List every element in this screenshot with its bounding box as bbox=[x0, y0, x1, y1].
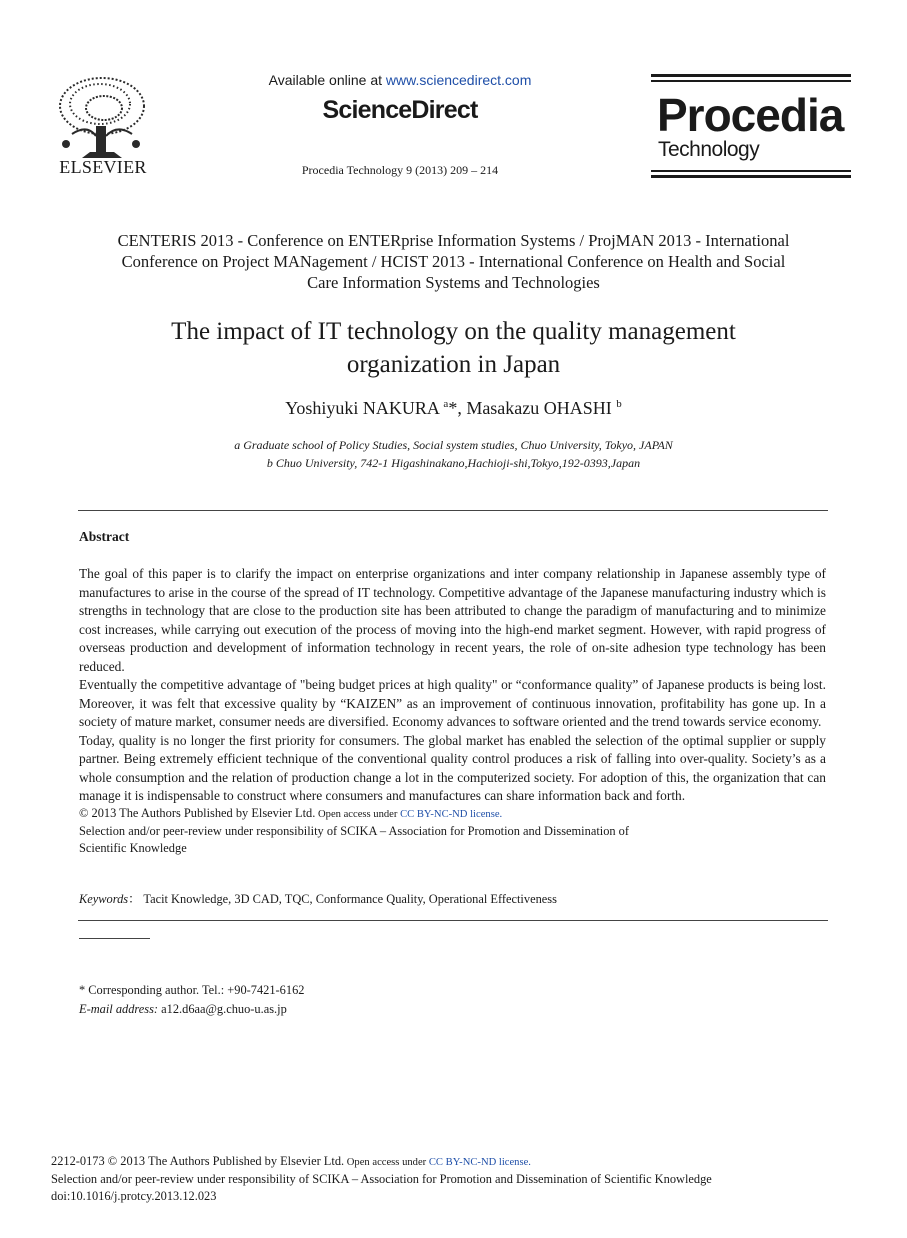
author-affiliation-mark: b bbox=[616, 398, 622, 410]
abstract-paragraph: The goal of this paper is to clarify the impact on enterprise organizations and inter company relationship in Japanese assembly type of manufactures to arise in the course of the spread of IT technology. Competitive advantage of the Japanese manufacturing industry which is strengths in technology that are close to the production site has been attributed to change the paradigm of manufacturing and to minimize cost increases, while carrying out execution of the process of moving into the high-end market segment. However, with rapid progress of overseas production and development of information technology in recent years, the role of on-site adhesion type technology has been reduced. bbox=[79, 566, 826, 674]
keywords-line bbox=[79, 889, 826, 907]
copyright-text: © 2013 The Authors Published by Elsevier Ltd. bbox=[79, 805, 316, 820]
author-affiliation-mark: a bbox=[443, 398, 449, 410]
email-address[interactable]: a12.d6aa@g.chuo-u.as.jp bbox=[158, 1001, 287, 1016]
conference-line: CENTERIS 2013 - Conference on ENTERprise Information Systems / ProjMAN 2013 - International bbox=[117, 231, 790, 250]
availability-prefix: Available online at bbox=[268, 72, 386, 88]
issn-line bbox=[51, 1153, 851, 1171]
open-access-text: Open access under bbox=[344, 1157, 429, 1168]
abstract-heading: Abstract bbox=[79, 529, 130, 544]
license-link[interactable]: CC BY-NC-ND license. bbox=[428, 1157, 531, 1168]
keywords-colon: ： bbox=[128, 892, 141, 906]
author-name: Yoshiyuki NAKURA bbox=[285, 398, 439, 418]
abstract-paragraph: Today, quality is no longer the first priority for consumers. The global market has enabled the selection of the optimal supplier or supply partner. Being extremely efficient technique of the conventional quality control produces a risk of falling into over-quality. Society’s as a whole consumption and the relation of production change a lot in the computerized society. For adoption of this, the organization that can manage it is indispensable to construct where consumers and manufactures can share information back and forth. bbox=[79, 732, 826, 803]
sciencedirect-link[interactable]: www.sciencedirect.com bbox=[385, 72, 532, 88]
doi[interactable]: doi:10.1016/j.protcy.2013.12.023 bbox=[51, 1189, 217, 1203]
platform-logo: ScienceDirect bbox=[322, 96, 478, 124]
peer-review-line: Scientific Knowledge bbox=[79, 840, 187, 855]
journal-citation: Procedia Technology 9 (2013) 209 – 214 bbox=[301, 163, 499, 177]
conference-line: Care Information Systems and Technologies bbox=[307, 273, 600, 292]
title-line: organization in Japan bbox=[346, 351, 561, 378]
peer-review-line: Selection and/or peer-review under responsibility of SCIKA – Association for Promotion and Dissemination of bbox=[79, 823, 630, 838]
email-line bbox=[79, 1000, 826, 1019]
journal-logo bbox=[651, 74, 851, 178]
section-divider bbox=[78, 920, 828, 921]
journal-sub: Technology bbox=[658, 138, 760, 161]
conference-name bbox=[70, 230, 837, 293]
corresponding-mark: * bbox=[448, 398, 458, 418]
email-label: E-mail address: bbox=[79, 1001, 159, 1016]
title-line: The impact of IT technology on the quality management bbox=[171, 318, 736, 345]
corresponding-author: * Corresponding author. Tel.: +90-7421-6162 bbox=[79, 983, 305, 997]
conference-line: Conference on Project MANagement / HCIST 2013 - International Conference on Health and Social bbox=[121, 252, 786, 271]
author-list bbox=[80, 398, 827, 419]
affiliation: b Chuo University, 742-1 Higashinakano,Hachioji-shi,Tokyo,192-0393,Japan bbox=[266, 456, 641, 470]
publisher-name: ELSEVIER bbox=[59, 157, 147, 177]
page-footer bbox=[51, 1153, 851, 1205]
issn-copyright: 2212-0173 © 2013 The Authors Published by Elsevier Ltd. bbox=[51, 1154, 345, 1168]
author-separator: , bbox=[457, 398, 467, 418]
abstract-body bbox=[79, 565, 826, 857]
paper-title bbox=[80, 315, 827, 381]
license-link[interactable]: CC BY-NC-ND license. bbox=[400, 808, 503, 820]
keywords-label: Keywords bbox=[79, 892, 129, 906]
keywords-text: Tacit Knowledge, 3D CAD, TQC, Conformance Quality, Operational Effectiveness bbox=[140, 892, 557, 906]
open-access-text: Open access under bbox=[315, 808, 401, 820]
affiliation: a Graduate school of Policy Studies, Social system studies, Chuo University, Tokyo, JAPAN bbox=[234, 438, 673, 452]
footnote-divider bbox=[79, 938, 150, 939]
abstract-paragraph: Eventually the competitive advantage of "being budget prices at high quality" or “conformance quality” of Japanese products is being lost. Moreover, it was felt that excessive quality by “KAIZEN” as an improvement of continuous innovation, profitability has gone up. In a society of mature market, consumer needs are diversified. Economy advances to software oriented and the trend towards service economy. bbox=[79, 677, 826, 729]
copyright-line bbox=[79, 805, 826, 823]
availability-line bbox=[200, 72, 600, 88]
peer-review-line: Selection and/or peer-review under responsibility of SCIKA – Association for Promotion and Dissemination of Scientific Knowledge bbox=[51, 1172, 712, 1186]
section-divider bbox=[78, 510, 828, 511]
author-name: Masakazu OHASHI bbox=[466, 398, 612, 418]
journal-brand: Procedia bbox=[657, 89, 844, 141]
footnote bbox=[79, 981, 826, 1018]
